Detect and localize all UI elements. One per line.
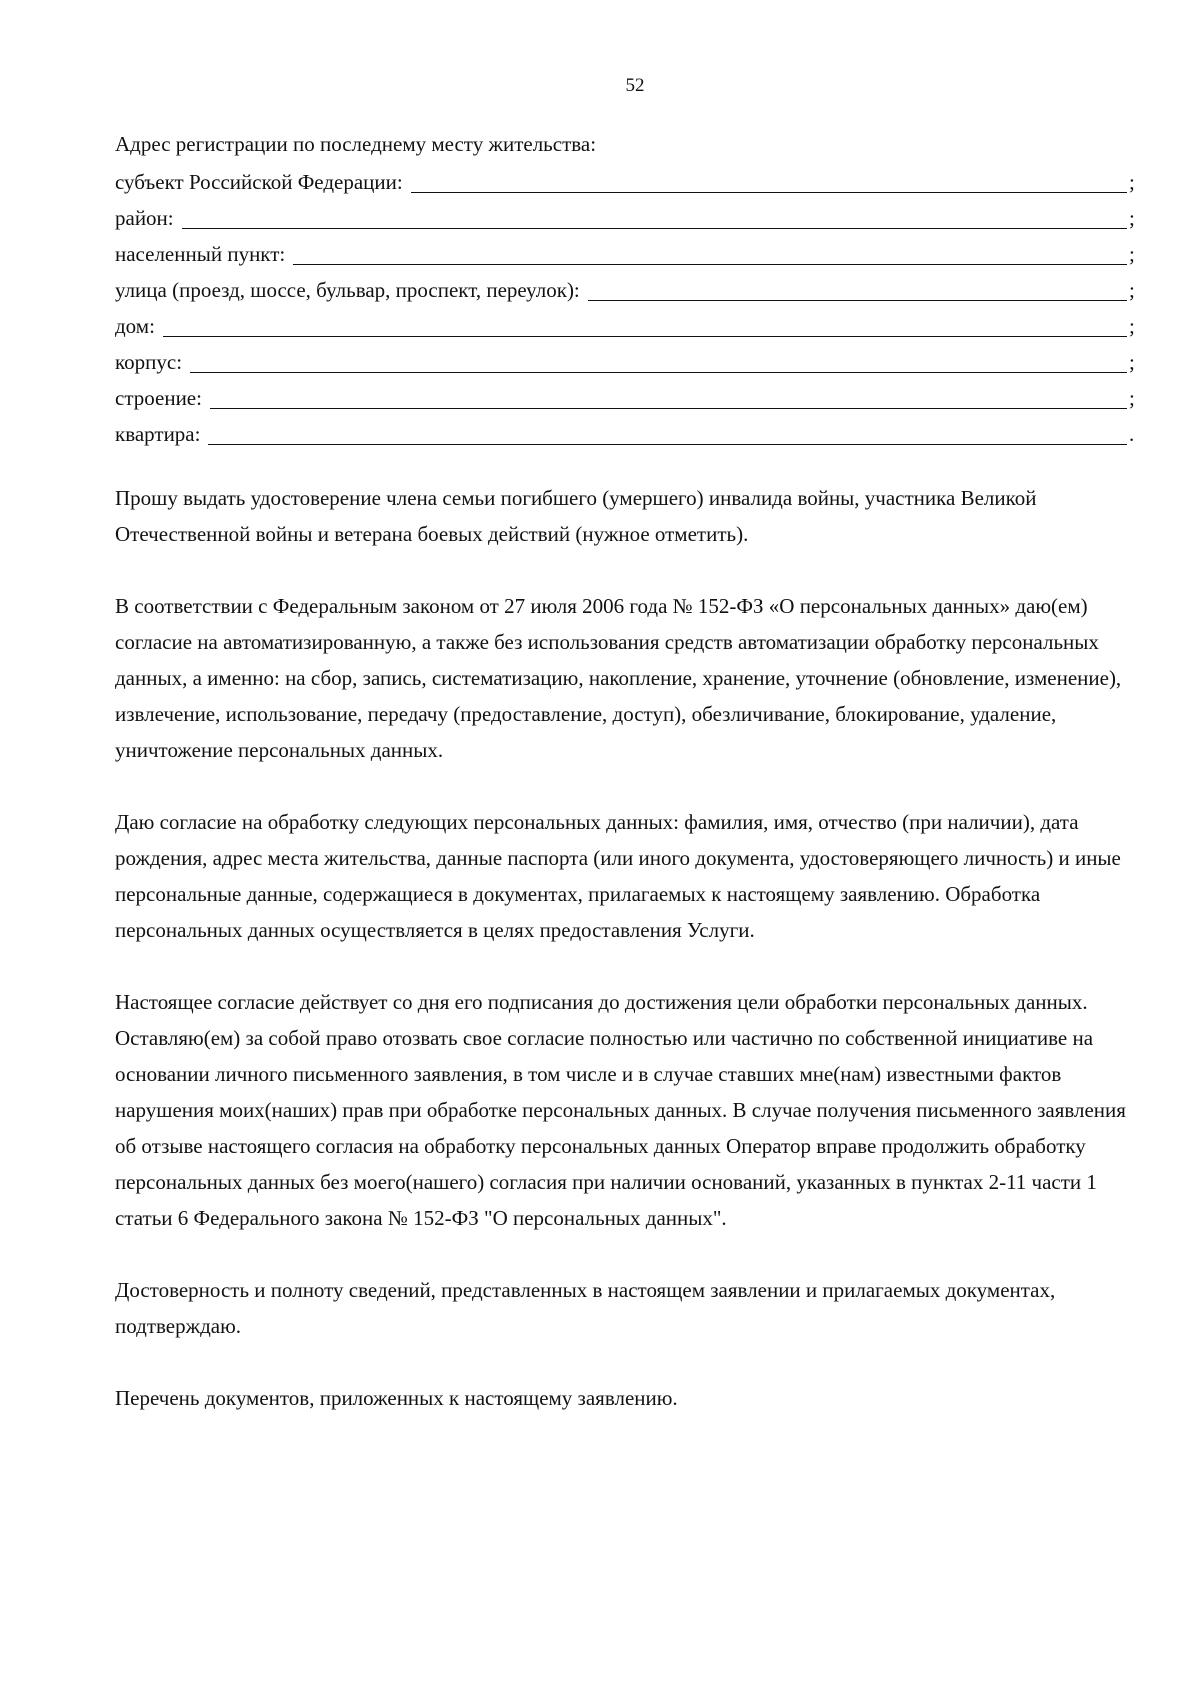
subject-federation-blank-line[interactable]: [411, 168, 1127, 193]
subject-federation-field: [115, 162, 1139, 198]
street-field: [115, 270, 1139, 306]
structure-punctuation: ;: [1129, 386, 1135, 410]
house-blank-line[interactable]: [163, 312, 1127, 337]
apartment-field: [115, 414, 1139, 450]
registration-address-section: [115, 126, 1139, 450]
settlement-punctuation: ;: [1129, 242, 1135, 266]
registration-address-heading: Адрес регистрации по последнему месту жительства:: [115, 132, 597, 156]
street-blank-line[interactable]: [588, 276, 1127, 301]
settlement-field: [115, 234, 1139, 270]
information-accuracy-paragraph: Достоверность и полноту сведений, представленных в настоящем заявлении и прилагаемых документах, подтверждаю.: [115, 1278, 1056, 1338]
building-punctuation: ;: [1129, 350, 1135, 374]
structure-label: строение:: [115, 386, 202, 410]
house-punctuation: ;: [1129, 314, 1135, 338]
certificate-request-paragraph: Прошу выдать удостоверение члена семьи погибшего (умершего) инвалида войны, участника Великой Отечественной войны и ветерана боевых действий (нужное отметить).: [115, 486, 1037, 546]
structure-blank-line[interactable]: [210, 384, 1127, 409]
personal-data-consent-paragraph: Даю согласие на обработку следующих персональных данных: фамилия, имя, отчество (при наличии), дата рождения, адрес места жительства, данные паспорта (или иного документа, удостоверяющего личность) и иные персональные данные, содержащиеся в документах, прилагаемых к настоящему заявлению. Обработка персональных данных осуществляется в целях предоставления Услуги.: [115, 810, 1121, 942]
street-label: улица (проезд, шоссе, бульвар, проспект, переулок):: [115, 278, 580, 302]
personal-data-law-paragraph: В соответствии с Федеральным законом от 27 июля 2006 года № 152-ФЗ «О персональных данных» даю(ем) согласие на автоматизированную, а также без использования средств автоматизации обработку персональных данных, а именно: на сбор, запись, систематизацию, накопление, хранение, уточнение (обновление, изменение), извлечение, использование, передачу (предоставление, доступ), обезличивание, блокирование, удаление, уничтожение персональных данных.: [115, 594, 1122, 762]
house-field: [115, 306, 1139, 342]
page-number: 52: [625, 75, 645, 96]
street-punctuation: ;: [1129, 278, 1135, 302]
district-label: район:: [115, 206, 174, 230]
structure-field: [115, 378, 1139, 414]
settlement-label: населенный пункт:: [115, 242, 286, 266]
consent-validity-paragraph: Настоящее согласие действует со дня его подписания до достижения цели обработки персональных данных. Оставляю(ем) за собой право отозвать свое согласие полностью или частично по собственной инициативе на основании личного письменного заявления, в том числе и в случае ставших мне(нам) известными фактов нарушения моих(наших) прав при обработке персональных данных. В случае получения письменного заявления об отзыве настоящего согласия на обработку персональных данных Оператор вправе продолжить обработку персональных данных без моего(нашего) согласия при наличии оснований, указанных в пунктах 2-11 части 1 статьи 6 Федерального закона № 152-ФЗ "О персональных данных".: [115, 990, 1126, 1230]
settlement-blank-line[interactable]: [293, 240, 1127, 265]
building-blank-line[interactable]: [190, 348, 1127, 373]
subject-federation-punctuation: ;: [1129, 170, 1135, 194]
district-punctuation: ;: [1129, 206, 1135, 230]
apartment-blank-line[interactable]: [208, 420, 1127, 445]
document-body: [115, 126, 1139, 1416]
district-blank-line[interactable]: [182, 204, 1127, 229]
apartment-label: квартира:: [115, 422, 201, 446]
building-field: [115, 342, 1139, 378]
subject-federation-label: субъект Российской Федерации:: [115, 170, 403, 194]
apartment-punctuation: .: [1129, 422, 1135, 446]
attached-documents-list-paragraph: Перечень документов, приложенных к настоящему заявлению.: [115, 1386, 678, 1410]
district-field: [115, 198, 1139, 234]
house-label: дом:: [115, 314, 155, 338]
building-label: корпус:: [115, 350, 183, 374]
